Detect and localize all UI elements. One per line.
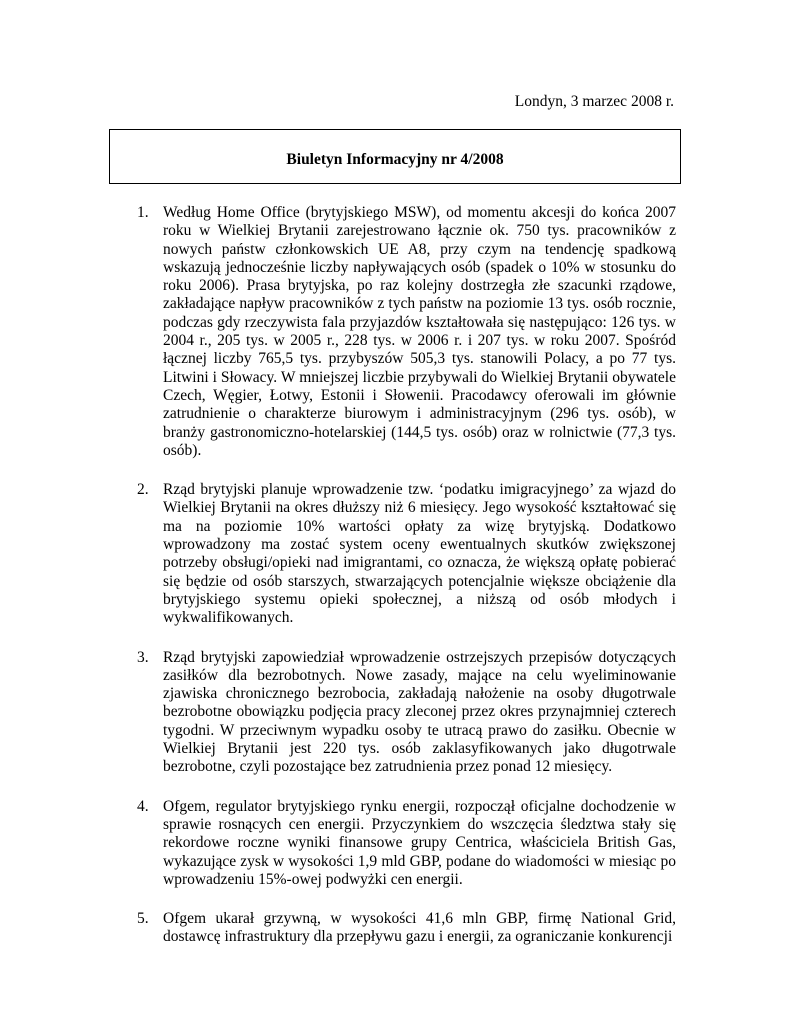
list-item-number: 5. [137, 910, 149, 928]
list-item [137, 648, 676, 777]
list-item [137, 910, 676, 947]
list-item-text: Ofgem, regulator brytyjskiego rynku energii, rozpoczął oficjalne dochodzenie w sprawie rosnących cen energii. Przyczynkiem do wszczęcia śledztwa stały się rekordowe roczne wyniki finansowe grupy Centrica, właściciela British Gas, wykazujące zysk w wysokości 1,9 mld GBP, podane do wiadomości w miesiąc po wprowadzeniu 15%-owej podwyżki cen energii. [163, 797, 676, 888]
list-item-number: 4. [137, 797, 149, 815]
list-item-number: 2. [137, 481, 149, 499]
list-item-number: 3. [137, 648, 149, 666]
list-item-number: 1. [137, 204, 149, 221]
document-date: Londyn, 3 marzec 2008 r. [514, 93, 674, 110]
list-item-text: Według Home Office (brytyjskiego MSW), od momentu akcesji do końca 2007 roku w Wielkiej Brytanii zarejestrowano łącznie ok. 750 tys. pracowników z nowych państw członkowskich UE A8, przy czym na tendencję spadkową wskazują jednocześnie liczby napływających osób (spadek o 10% w stosunku do roku 2006). Prasa brytyjska, po raz kolejny dostrzegła złe szacunki rządowe, zakładające napływ pracowników z tych państw na poziomie 13 tys. osób rocznie, podczas gdy rzeczywista fala przyjazdów kształtowała się następująco: 126 tys. w 2004 r., 205 tys. w 2005 r., 228 tys. w 2006 r. i 207 tys. w roku 2007. Spośród łącznej liczby 765,5 tys. przybyszów 505,3 tys. stanowili Polacy, a po 77 tys. Litwini i Słowacy. W mniejszej liczbie przybywali do Wielkiej Brytanii obywatele Czech, Węgier, Łotwy, Estonii i Słowenii. Pracodawcy oferowali im głównie zatrudnienie o charakterze biurowym i administracyjnym (296 tys. osób), w branży gastronomiczno-hotelarskiej (144,5 tys. osób) oraz w rolnictwie (77,3 tys. osób). [163, 204, 676, 459]
document-title: Biuletyn Informacyjny nr 4/2008 [286, 151, 504, 168]
list-item-text: Rząd brytyjski planuje wprowadzenie tzw. ‘podatku imigracyjnego’ za wjazd do Wielkiej Brytanii na okres dłuższy niż 6 miesięcy. Jego wysokość kształtować się ma na poziomie 10% wartości opłaty za wizę brytyjską. Dodatkowo wprowadzony ma zostać system oceny ewentualnych skutków zwiększonej potrzeby obsługi/opieki nad imigrantami, co oznacza, że większą opłatę pobierać się będzie od osób starszych, stwarzających potencjalnie większe obciążenie dla brytyjskiego systemu opieki społecznej, a niższą od osób młodych i wykwalifikowanych. [163, 481, 676, 627]
list-item [137, 797, 676, 889]
list-item-text: Rząd brytyjski zapowiedział wprowadzenie ostrzejszych przepisów dotyczących zasiłków dla bezrobotnych. Nowe zasady, mające na celu wyeliminowanie zjawiska chronicznego bezrobocia, zakładają nałożenie na osoby długotrwale bezrobotne obowiązku podjęcia pracy zleconej przez okres przynajmniej czterech tygodni. W przeciwnym wypadku osoby te utracą prawo do zasiłku. Obecnie w Wielkiej Brytanii jest 220 tys. osób zaklasyfikowanych jako długotrwale bezrobotne, czyli pozostające bez zatrudnienia przez ponad 12 miesięcy. [163, 648, 676, 776]
bulletin-list [137, 204, 676, 968]
list-item [137, 481, 676, 627]
list-item [137, 204, 676, 460]
list-item-text: Ofgem ukarał grzywną, w wysokości 41,6 mln GBP, firmę National Grid, dostawcę infrastruktury dla przepływu gazu i energii, za ograniczanie konkurencji [163, 910, 676, 946]
title-box [109, 129, 681, 184]
